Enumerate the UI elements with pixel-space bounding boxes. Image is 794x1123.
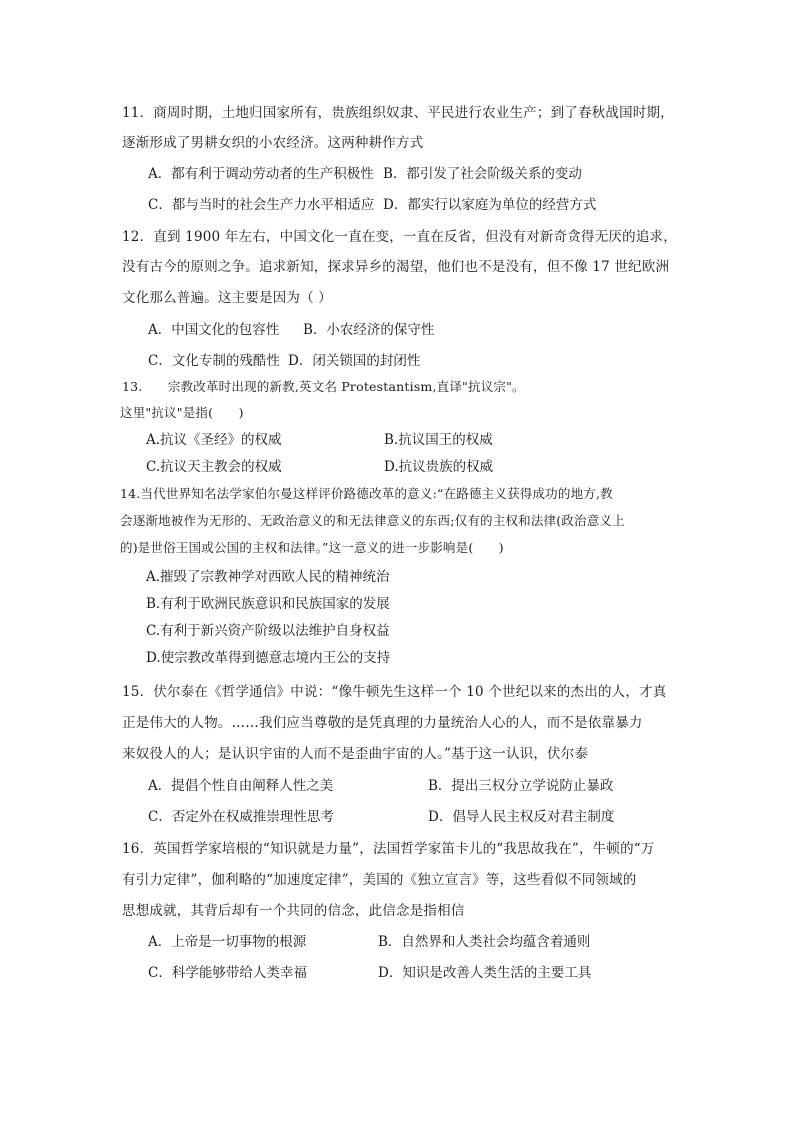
question-text: 15．伏尔泰在《哲学通信》中说：“像牛顿先生这样一个 10 个世纪以来的杰出的人，才真 (122, 684, 667, 700)
question-text: 会逐渐地被作为无形的、无政治意义的和无法律意义的东西;仅有的主权和法律(政治意义上 (120, 513, 625, 528)
question-text: 文化那么普遍。这主要是因为（ ） (122, 290, 332, 306)
option-d: D.抗议贵族的权威 (384, 459, 494, 475)
option-a: A．提倡个性自由阐释人性之美 (148, 778, 334, 794)
option-c: C．都与当时的社会生产力水平相适应 (148, 197, 375, 213)
option-a: A.摧毁了宗教神学对西欧人民的精神统治 (146, 569, 390, 585)
option-a: A．上帝是一切事物的根源 (148, 934, 307, 950)
option-c: C.有利于新兴资产阶级以法维护自身权益 (146, 623, 390, 639)
option-b: B．小农经济的保守性 (303, 322, 435, 338)
option-b: B.抗议国王的权威 (384, 432, 493, 448)
option-d: D．都实行以家庭为单位的经营方式 (383, 197, 597, 213)
question-text: 14.当代世界知名法学家伯尔曼这样评价路德改革的意义:“在路德主义获得成功的地方,教 (120, 486, 613, 501)
option-d: D．闭关锁国的封闭性 (288, 353, 421, 369)
option-b: B．自然界和人类社会均蕴含着通则 (378, 934, 591, 950)
option-a: A．都有利于调动劳动者的生产积极性 (148, 166, 374, 182)
option-b: B．提出三权分立学说防止暴政 (428, 778, 614, 794)
question-text: 的)是世俗王国或公国的主权和法律。”这一意义的进一步影响是( ) (120, 540, 504, 555)
option-c: C．科学能够带给人类幸福 (148, 965, 307, 981)
question-text: 有引力定律”，伽利略的“加速度定律”，美国的《独立宣言》等，这些看似不同领域的 (122, 872, 637, 888)
option-b: B．都引发了社会阶级关系的变动 (383, 166, 582, 182)
question-text: 思想成就，其背后却有一个共同的信念，此信念是指相信 (122, 903, 465, 919)
option-d: D．知识是改善人类生活的主要工具 (378, 965, 592, 981)
question-text: 12．直到 1900 年左右，中国文化一直在变，一直在反省，但没有对新奇贪得无厌的追求， (122, 229, 677, 245)
question-text: 逐渐形成了男耕女织的小农经济。这两种耕作方式 (122, 135, 424, 151)
option-c: C．文化专制的残酷性 (148, 353, 280, 369)
option-d: D.使宗教改革得到德意志境内王公的支持 (146, 650, 391, 666)
option-b: B.有利于欧洲民族意识和民族国家的发展 (146, 596, 390, 612)
option-a: A．中国文化的包容性 (148, 322, 280, 338)
option-c: C．否定外在权威推崇理性思考 (148, 809, 334, 825)
question-text: 没有古今的原则之争。追求新知，探求异乡的渴望，他们也不是没有，但不像 17 世纪欧洲 (122, 259, 670, 275)
question-text: 13. 宗教改革时出现的新教,英文名 Protestantism,直译"抗议宗"。 (122, 379, 525, 394)
option-d: D．倡导人民主权反对君主制度 (428, 809, 615, 825)
question-text: 16．英国哲学家培根的“知识就是力量”，法国哲学家笛卡儿的“我思故我在”，牛顿的“万 (122, 841, 655, 857)
question-text: 这里"抗议"是指( ) (120, 405, 244, 420)
question-text: 来奴役人的人；是认识宇宙的人而不是歪曲宇宙的人。”基于这一认识，伏尔泰 (122, 746, 589, 762)
option-c: C.抗议天主教会的权威 (146, 459, 282, 475)
question-text: 11．商周时期，土地归国家所有，贵族组织奴隶、平民进行农业生产；到了春秋战国时期， (122, 105, 674, 121)
option-a: A.抗议《圣经》的权威 (146, 432, 282, 448)
question-text: 正是伟大的人物。……我们应当尊敬的是凭真理的力量统治人心的人，而不是依靠暴力 (122, 715, 643, 731)
